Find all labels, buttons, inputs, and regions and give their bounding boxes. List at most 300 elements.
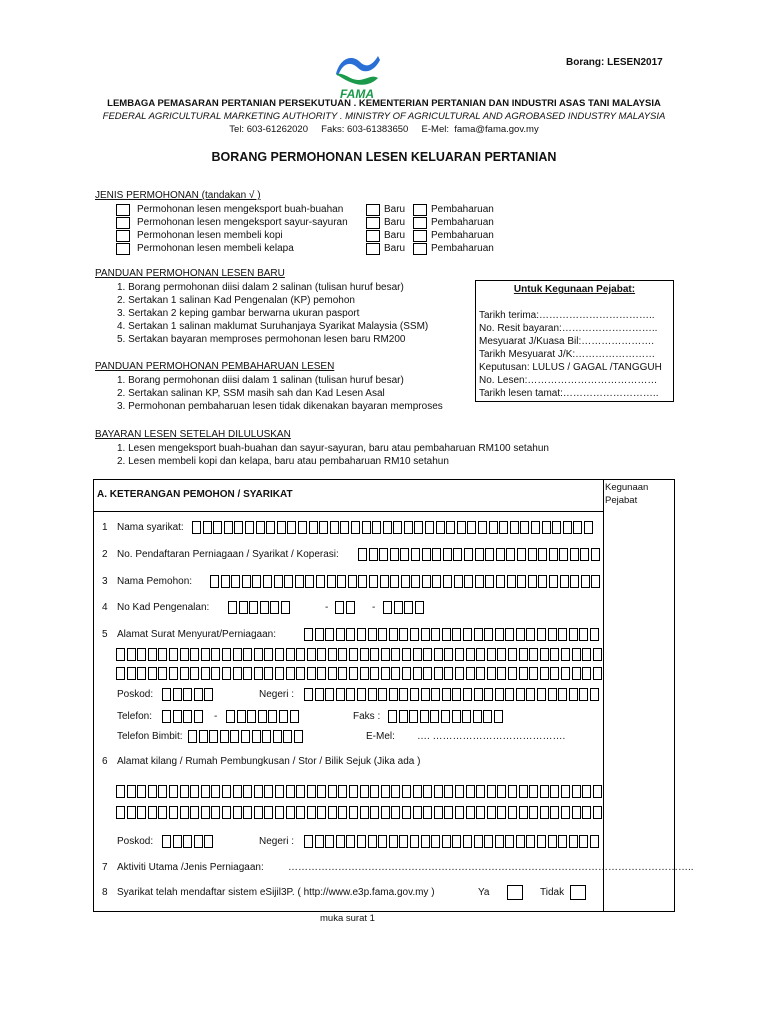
char-cell[interactable] [241, 730, 250, 743]
char-cell[interactable] [476, 667, 485, 680]
char-cell[interactable] [453, 548, 462, 561]
char-cell[interactable] [116, 785, 125, 798]
char-cell[interactable] [420, 710, 429, 723]
telefon-part2[interactable] [226, 710, 300, 723]
char-cell[interactable] [485, 548, 494, 561]
char-cell[interactable] [572, 785, 581, 798]
char-cell[interactable] [190, 785, 199, 798]
char-cell[interactable] [540, 667, 549, 680]
baru-checkbox[interactable] [366, 230, 380, 242]
char-cell[interactable] [346, 835, 355, 848]
alamat-kilang-line1[interactable] [116, 785, 603, 798]
char-cell[interactable] [422, 575, 431, 588]
char-cell[interactable] [148, 667, 157, 680]
char-cell[interactable] [444, 785, 453, 798]
char-cell[interactable] [570, 575, 579, 588]
char-cell[interactable] [369, 548, 378, 561]
faks-input[interactable] [388, 710, 505, 723]
char-cell[interactable] [542, 521, 551, 534]
char-cell[interactable] [201, 667, 210, 680]
char-cell[interactable] [423, 806, 432, 819]
char-cell[interactable] [391, 648, 400, 661]
char-cell[interactable] [116, 667, 125, 680]
char-cell[interactable] [390, 575, 399, 588]
char-cell[interactable] [414, 521, 423, 534]
jenis-checkbox[interactable] [116, 204, 130, 216]
char-cell[interactable] [520, 521, 529, 534]
char-cell[interactable] [442, 835, 451, 848]
char-cell[interactable] [519, 785, 528, 798]
char-cell[interactable] [552, 521, 561, 534]
char-cell[interactable] [233, 785, 242, 798]
char-cell[interactable] [380, 575, 389, 588]
char-cell[interactable] [338, 785, 347, 798]
jenis-checkbox[interactable] [116, 230, 130, 242]
char-cell[interactable] [381, 785, 390, 798]
kad-pengenalan-part1[interactable] [228, 601, 292, 614]
pembaharuan-checkbox[interactable] [413, 204, 427, 216]
char-cell[interactable] [475, 548, 484, 561]
char-cell[interactable] [446, 521, 455, 534]
char-cell[interactable] [378, 628, 387, 641]
char-cell[interactable] [286, 648, 295, 661]
char-cell[interactable] [434, 648, 443, 661]
char-cell[interactable] [413, 785, 422, 798]
jenis-checkbox[interactable] [116, 243, 130, 255]
ya-checkbox[interactable] [507, 885, 523, 900]
char-cell[interactable] [519, 806, 528, 819]
char-cell[interactable] [455, 648, 464, 661]
char-cell[interactable] [173, 835, 182, 848]
char-cell[interactable] [233, 806, 242, 819]
char-cell[interactable] [199, 730, 208, 743]
char-cell[interactable] [404, 521, 413, 534]
char-cell[interactable] [203, 521, 212, 534]
char-cell[interactable] [369, 575, 378, 588]
char-cell[interactable] [264, 648, 273, 661]
char-cell[interactable] [266, 521, 275, 534]
char-cell[interactable] [430, 710, 439, 723]
char-cell[interactable] [338, 648, 347, 661]
char-cell[interactable] [307, 785, 316, 798]
char-cell[interactable] [383, 601, 392, 614]
char-cell[interactable] [263, 575, 272, 588]
char-cell[interactable] [496, 575, 505, 588]
char-cell[interactable] [494, 710, 503, 723]
char-cell[interactable] [230, 730, 239, 743]
char-cell[interactable] [476, 806, 485, 819]
char-cell[interactable] [570, 548, 579, 561]
char-cell[interactable] [531, 521, 540, 534]
char-cell[interactable] [517, 575, 526, 588]
char-cell[interactable] [499, 521, 508, 534]
char-cell[interactable] [158, 806, 167, 819]
char-cell[interactable] [455, 785, 464, 798]
char-cell[interactable] [537, 628, 546, 641]
char-cell[interactable] [510, 521, 519, 534]
char-cell[interactable] [591, 575, 600, 588]
char-cell[interactable] [116, 806, 125, 819]
char-cell[interactable] [561, 806, 570, 819]
char-cell[interactable] [474, 835, 483, 848]
char-cell[interactable] [508, 648, 517, 661]
char-cell[interactable] [357, 628, 366, 641]
negeri2-input[interactable] [304, 835, 601, 848]
char-cell[interactable] [127, 667, 136, 680]
char-cell[interactable] [452, 628, 461, 641]
char-cell[interactable] [220, 730, 229, 743]
char-cell[interactable] [336, 688, 345, 701]
char-cell[interactable] [183, 710, 192, 723]
char-cell[interactable] [563, 521, 572, 534]
char-cell[interactable] [549, 575, 558, 588]
char-cell[interactable] [540, 785, 549, 798]
char-cell[interactable] [188, 730, 197, 743]
char-cell[interactable] [213, 521, 222, 534]
char-cell[interactable] [413, 806, 422, 819]
char-cell[interactable] [391, 785, 400, 798]
char-cell[interactable] [484, 688, 493, 701]
char-cell[interactable] [550, 648, 559, 661]
char-cell[interactable] [540, 648, 549, 661]
char-cell[interactable] [346, 628, 355, 641]
char-cell[interactable] [463, 628, 472, 641]
char-cell[interactable] [325, 628, 334, 641]
char-cell[interactable] [348, 575, 357, 588]
char-cell[interactable] [368, 628, 377, 641]
char-cell[interactable] [358, 575, 367, 588]
char-cell[interactable] [413, 648, 422, 661]
char-cell[interactable] [508, 785, 517, 798]
char-cell[interactable] [415, 601, 424, 614]
char-cell[interactable] [287, 521, 296, 534]
char-cell[interactable] [409, 710, 418, 723]
char-cell[interactable] [457, 521, 466, 534]
char-cell[interactable] [505, 628, 514, 641]
char-cell[interactable] [349, 806, 358, 819]
char-cell[interactable] [222, 785, 231, 798]
char-cell[interactable] [315, 835, 324, 848]
char-cell[interactable] [283, 730, 292, 743]
char-cell[interactable] [464, 575, 473, 588]
char-cell[interactable] [550, 785, 559, 798]
char-cell[interactable] [328, 785, 337, 798]
char-cell[interactable] [393, 521, 402, 534]
char-cell[interactable] [402, 648, 411, 661]
char-cell[interactable] [425, 521, 434, 534]
char-cell[interactable] [561, 648, 570, 661]
char-cell[interactable] [233, 667, 242, 680]
char-cell[interactable] [381, 667, 390, 680]
char-cell[interactable] [262, 730, 271, 743]
alamat-surat-line1[interactable] [304, 628, 601, 641]
char-cell[interactable] [463, 688, 472, 701]
char-cell[interactable] [582, 667, 591, 680]
char-cell[interactable] [434, 806, 443, 819]
char-cell[interactable] [296, 806, 305, 819]
char-cell[interactable] [204, 835, 213, 848]
char-cell[interactable] [505, 835, 514, 848]
char-cell[interactable] [304, 835, 313, 848]
char-cell[interactable] [279, 710, 288, 723]
char-cell[interactable] [516, 835, 525, 848]
char-cell[interactable] [432, 548, 441, 561]
pembaharuan-checkbox[interactable] [413, 230, 427, 242]
char-cell[interactable] [254, 667, 263, 680]
char-cell[interactable] [402, 806, 411, 819]
char-cell[interactable] [158, 667, 167, 680]
char-cell[interactable] [180, 667, 189, 680]
char-cell[interactable] [391, 806, 400, 819]
char-cell[interactable] [254, 785, 263, 798]
char-cell[interactable] [593, 667, 602, 680]
char-cell[interactable] [275, 667, 284, 680]
char-cell[interactable] [335, 601, 344, 614]
char-cell[interactable] [370, 648, 379, 661]
baru-checkbox[interactable] [366, 217, 380, 229]
char-cell[interactable] [476, 648, 485, 661]
char-cell[interactable] [173, 688, 182, 701]
char-cell[interactable] [529, 648, 538, 661]
char-cell[interactable] [483, 710, 492, 723]
char-cell[interactable] [194, 688, 203, 701]
char-cell[interactable] [381, 648, 390, 661]
char-cell[interactable] [590, 688, 599, 701]
baru-checkbox[interactable] [366, 204, 380, 216]
char-cell[interactable] [201, 785, 210, 798]
char-cell[interactable] [372, 521, 381, 534]
char-cell[interactable] [399, 835, 408, 848]
char-cell[interactable] [431, 835, 440, 848]
poskod-input[interactable] [162, 688, 215, 701]
char-cell[interactable] [467, 521, 476, 534]
char-cell[interactable] [538, 548, 547, 561]
char-cell[interactable] [252, 575, 261, 588]
char-cell[interactable] [349, 648, 358, 661]
char-cell[interactable] [148, 806, 157, 819]
char-cell[interactable] [496, 548, 505, 561]
char-cell[interactable] [558, 688, 567, 701]
char-cell[interactable] [452, 835, 461, 848]
char-cell[interactable] [462, 710, 471, 723]
char-cell[interactable] [528, 548, 537, 561]
char-cell[interactable] [148, 785, 157, 798]
char-cell[interactable] [475, 575, 484, 588]
char-cell[interactable] [436, 521, 445, 534]
char-cell[interactable] [519, 648, 528, 661]
jenis-checkbox[interactable] [116, 217, 130, 229]
char-cell[interactable] [478, 521, 487, 534]
char-cell[interactable] [243, 648, 252, 661]
char-cell[interactable] [336, 628, 345, 641]
char-cell[interactable] [204, 688, 213, 701]
char-cell[interactable] [390, 548, 399, 561]
char-cell[interactable] [127, 648, 136, 661]
char-cell[interactable] [328, 648, 337, 661]
char-cell[interactable] [243, 667, 252, 680]
char-cell[interactable] [137, 785, 146, 798]
char-cell[interactable] [579, 688, 588, 701]
char-cell[interactable] [421, 835, 430, 848]
char-cell[interactable] [579, 628, 588, 641]
char-cell[interactable] [370, 785, 379, 798]
char-cell[interactable] [357, 688, 366, 701]
char-cell[interactable] [455, 667, 464, 680]
char-cell[interactable] [284, 575, 293, 588]
char-cell[interactable] [432, 575, 441, 588]
char-cell[interactable] [362, 521, 371, 534]
char-cell[interactable] [399, 710, 408, 723]
poskod2-input[interactable] [162, 835, 215, 848]
char-cell[interactable] [442, 628, 451, 641]
char-cell[interactable] [485, 575, 494, 588]
char-cell[interactable] [190, 667, 199, 680]
char-cell[interactable] [489, 521, 498, 534]
char-cell[interactable] [316, 575, 325, 588]
char-cell[interactable] [317, 667, 326, 680]
char-cell[interactable] [328, 806, 337, 819]
char-cell[interactable] [368, 688, 377, 701]
char-cell[interactable] [127, 785, 136, 798]
char-cell[interactable] [296, 667, 305, 680]
char-cell[interactable] [441, 710, 450, 723]
char-cell[interactable] [273, 730, 282, 743]
char-cell[interactable] [454, 575, 463, 588]
char-cell[interactable] [211, 648, 220, 661]
char-cell[interactable] [211, 785, 220, 798]
char-cell[interactable] [370, 806, 379, 819]
char-cell[interactable] [402, 667, 411, 680]
char-cell[interactable] [528, 575, 537, 588]
char-cell[interactable] [249, 601, 258, 614]
char-cell[interactable] [234, 521, 243, 534]
char-cell[interactable] [473, 710, 482, 723]
char-cell[interactable] [307, 648, 316, 661]
emel-dots[interactable]: …. …………………………………. [417, 731, 566, 742]
char-cell[interactable] [497, 785, 506, 798]
char-cell[interactable] [582, 785, 591, 798]
char-cell[interactable] [319, 521, 328, 534]
char-cell[interactable] [572, 667, 581, 680]
char-cell[interactable] [548, 835, 557, 848]
char-cell[interactable] [211, 806, 220, 819]
char-cell[interactable] [264, 667, 273, 680]
char-cell[interactable] [286, 667, 295, 680]
char-cell[interactable] [508, 667, 517, 680]
char-cell[interactable] [422, 548, 431, 561]
char-cell[interactable] [505, 688, 514, 701]
char-cell[interactable] [349, 667, 358, 680]
char-cell[interactable] [497, 648, 506, 661]
char-cell[interactable] [190, 806, 199, 819]
char-cell[interactable] [559, 548, 568, 561]
char-cell[interactable] [381, 806, 390, 819]
char-cell[interactable] [256, 521, 265, 534]
char-cell[interactable] [349, 785, 358, 798]
char-cell[interactable] [442, 688, 451, 701]
char-cell[interactable] [572, 806, 581, 819]
char-cell[interactable] [549, 548, 558, 561]
char-cell[interactable] [254, 806, 263, 819]
char-cell[interactable] [590, 628, 599, 641]
char-cell[interactable] [242, 575, 251, 588]
char-cell[interactable] [540, 806, 549, 819]
char-cell[interactable] [463, 835, 472, 848]
char-cell[interactable] [346, 688, 355, 701]
char-cell[interactable] [558, 835, 567, 848]
char-cell[interactable] [275, 806, 284, 819]
char-cell[interactable] [304, 628, 313, 641]
char-cell[interactable] [455, 806, 464, 819]
char-cell[interactable] [517, 548, 526, 561]
char-cell[interactable] [116, 648, 125, 661]
char-cell[interactable] [210, 575, 219, 588]
alamat-surat-line2[interactable] [116, 648, 603, 661]
char-cell[interactable] [336, 835, 345, 848]
char-cell[interactable] [487, 785, 496, 798]
char-cell[interactable] [192, 521, 201, 534]
telefon-part1[interactable] [162, 710, 204, 723]
char-cell[interactable] [573, 521, 582, 534]
char-cell[interactable] [378, 688, 387, 701]
alamat-surat-line3[interactable] [116, 667, 603, 680]
char-cell[interactable] [399, 688, 408, 701]
char-cell[interactable] [370, 667, 379, 680]
char-cell[interactable] [389, 688, 398, 701]
char-cell[interactable] [295, 575, 304, 588]
char-cell[interactable] [137, 667, 146, 680]
char-cell[interactable] [561, 667, 570, 680]
char-cell[interactable] [389, 628, 398, 641]
no-pendaftaran-input[interactable] [358, 548, 602, 561]
char-cell[interactable] [410, 628, 419, 641]
char-cell[interactable] [519, 667, 528, 680]
char-cell[interactable] [286, 806, 295, 819]
char-cell[interactable] [389, 835, 398, 848]
char-cell[interactable] [360, 648, 369, 661]
char-cell[interactable] [368, 835, 377, 848]
char-cell[interactable] [444, 648, 453, 661]
char-cell[interactable] [158, 648, 167, 661]
char-cell[interactable] [529, 667, 538, 680]
char-cell[interactable] [404, 601, 413, 614]
char-cell[interactable] [275, 785, 284, 798]
char-cell[interactable] [180, 806, 189, 819]
char-cell[interactable] [243, 806, 252, 819]
char-cell[interactable] [590, 835, 599, 848]
char-cell[interactable] [338, 667, 347, 680]
char-cell[interactable] [411, 548, 420, 561]
char-cell[interactable] [537, 835, 546, 848]
char-cell[interactable] [423, 667, 432, 680]
char-cell[interactable] [325, 835, 334, 848]
char-cell[interactable] [226, 710, 235, 723]
char-cell[interactable] [169, 648, 178, 661]
char-cell[interactable] [158, 785, 167, 798]
char-cell[interactable] [434, 667, 443, 680]
char-cell[interactable] [194, 835, 203, 848]
char-cell[interactable] [466, 667, 475, 680]
negeri-input[interactable] [304, 688, 601, 701]
char-cell[interactable] [315, 628, 324, 641]
char-cell[interactable] [529, 806, 538, 819]
char-cell[interactable] [487, 806, 496, 819]
char-cell[interactable] [180, 785, 189, 798]
char-cell[interactable] [228, 601, 237, 614]
char-cell[interactable] [137, 648, 146, 661]
char-cell[interactable] [487, 648, 496, 661]
char-cell[interactable] [360, 785, 369, 798]
